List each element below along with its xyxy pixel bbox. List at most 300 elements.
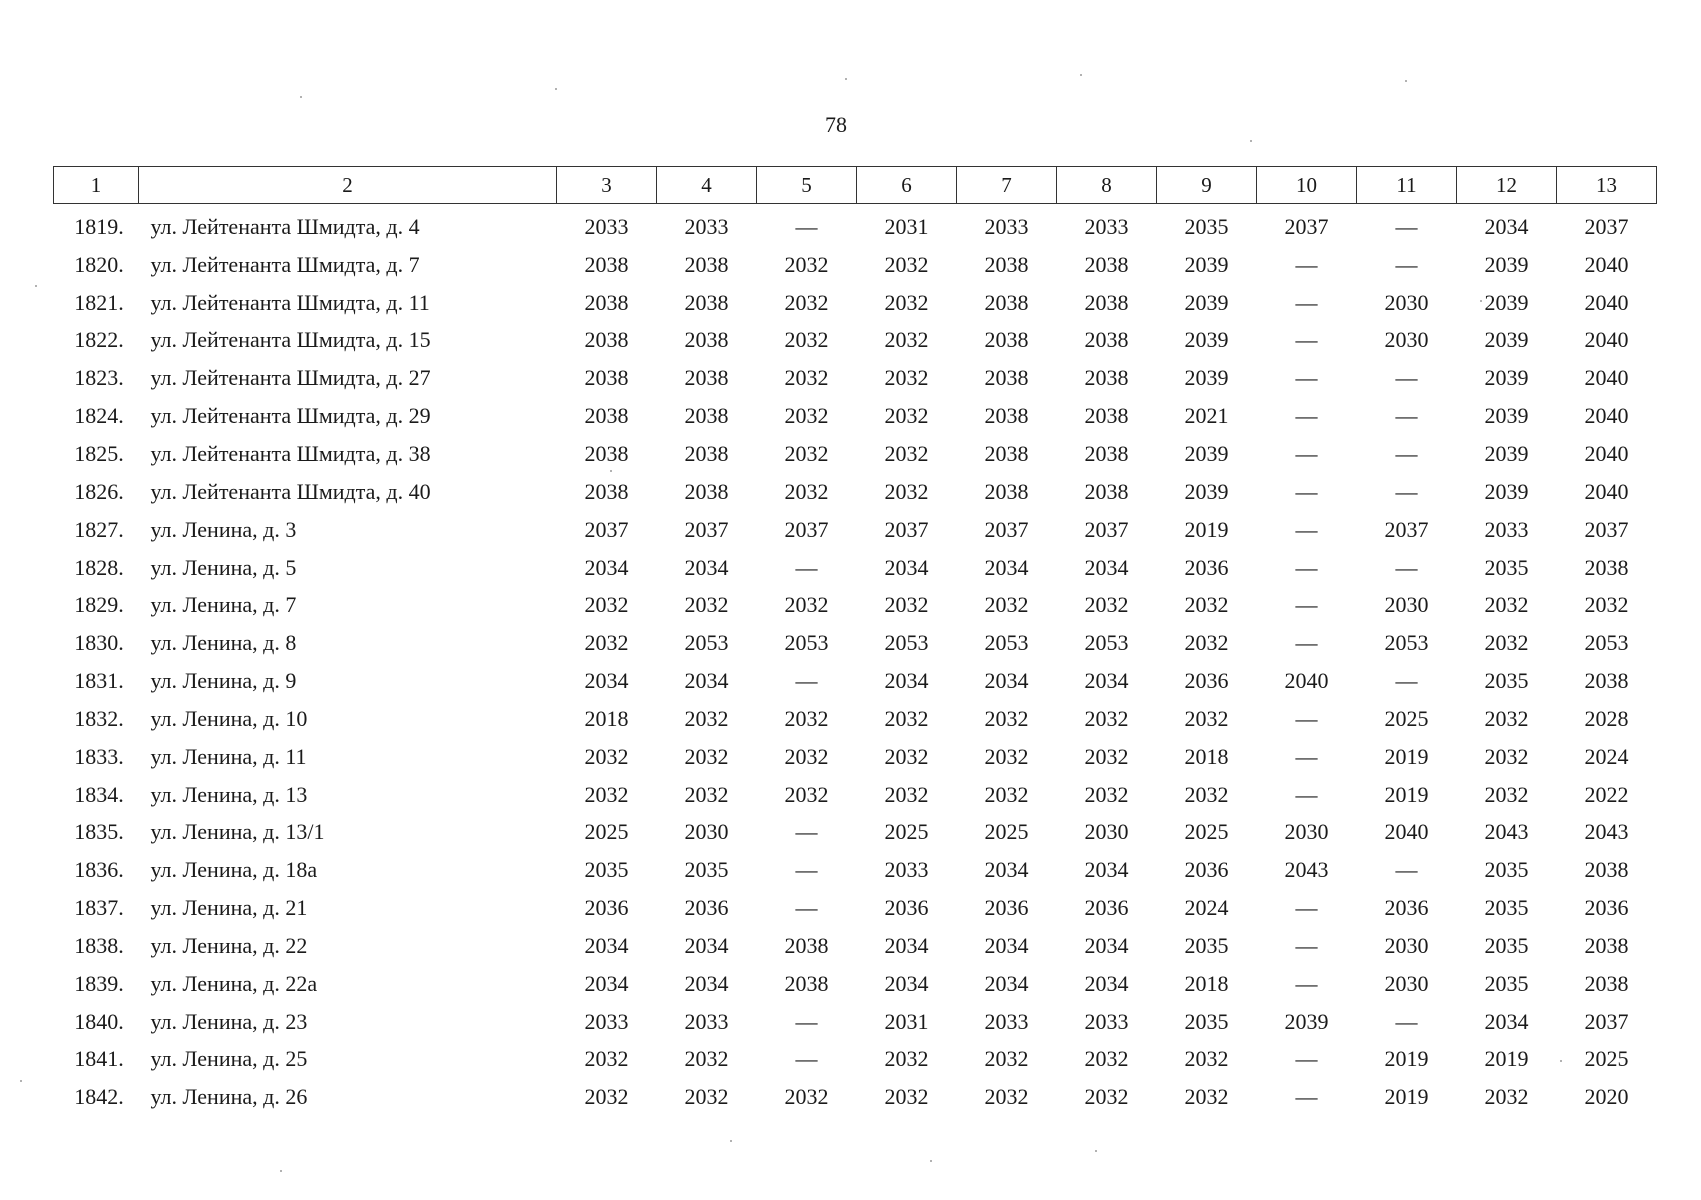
year-cell-col9: 2039	[1184, 478, 1229, 504]
address-cell: ул. Ленина, д. 9	[150, 668, 297, 694]
year-cell-col13: 2038	[1584, 932, 1629, 958]
year-cell-col4: 2034	[684, 970, 729, 996]
year-cell-col6: 2032	[884, 251, 929, 277]
year-cell-col12: 2032	[1484, 630, 1529, 656]
year-cell-col8: 2036	[1084, 895, 1129, 921]
year-cell-col11: 2040	[1384, 819, 1429, 845]
year-cell-col5: —	[795, 1008, 818, 1034]
year-cell-col5: —	[795, 819, 818, 845]
address-cell: ул. Ленина, д. 26	[150, 1084, 308, 1110]
year-cell-col12: 2039	[1484, 251, 1529, 277]
year-cell-col7: 2034	[984, 932, 1029, 958]
row-number: 1820.	[74, 251, 124, 277]
year-cell-col8: 2038	[1084, 440, 1129, 466]
year-cell-col9: 2039	[1184, 365, 1229, 391]
year-cell-col11: 2025	[1384, 705, 1429, 731]
year-cell-col9: 2039	[1184, 327, 1229, 353]
year-cell-col4: 2038	[684, 403, 729, 429]
year-cell-col12: 2039	[1484, 327, 1529, 353]
year-cell-col13: 2020	[1584, 1084, 1629, 1110]
address-cell: ул. Лейтенанта Шмидта, д. 7	[150, 251, 420, 277]
year-cell-col5: 2032	[784, 365, 829, 391]
year-cell-col10: —	[1295, 516, 1318, 542]
year-cell-col3: 2034	[584, 554, 629, 580]
year-cell-col7: 2033	[984, 213, 1029, 239]
year-cell-col10: —	[1295, 251, 1318, 277]
year-cell-col5: 2032	[784, 403, 829, 429]
year-cell-col5: 2032	[784, 289, 829, 315]
year-cell-col12: 2039	[1484, 403, 1529, 429]
year-cell-col5: 2032	[784, 478, 829, 504]
column-header-3: 3	[557, 167, 657, 204]
year-cell-col13: 2040	[1584, 403, 1629, 429]
year-cell-col5: 2032	[784, 1084, 829, 1110]
address-cell: ул. Ленина, д. 7	[150, 592, 297, 618]
year-cell-col10: —	[1295, 289, 1318, 315]
year-cell-col6: 2031	[884, 1008, 929, 1034]
column-header-7: 7	[957, 167, 1057, 204]
year-cell-col10: —	[1295, 327, 1318, 353]
table-row	[54, 435, 1657, 473]
year-cell-col3: 2032	[584, 743, 629, 769]
year-cell-col7: 2032	[984, 592, 1029, 618]
row-number: 1833.	[74, 743, 124, 769]
year-cell-col9: 2036	[1184, 668, 1229, 694]
year-cell-col6: 2053	[884, 630, 929, 656]
row-number: 1830.	[74, 630, 124, 656]
year-cell-col5: 2032	[784, 592, 829, 618]
year-cell-col12: 2032	[1484, 705, 1529, 731]
year-cell-col8: 2038	[1084, 478, 1129, 504]
year-cell-col13: 2053	[1584, 630, 1629, 656]
year-cell-col6: 2032	[884, 1046, 929, 1072]
year-cell-col12: 2035	[1484, 895, 1529, 921]
year-cell-col3: 2037	[584, 516, 629, 542]
speck	[1080, 74, 1082, 76]
year-cell-col7: 2034	[984, 668, 1029, 694]
year-cell-col9: 2021	[1184, 403, 1229, 429]
year-cell-col6: 2032	[884, 592, 929, 618]
year-cell-col3: 2018	[584, 705, 629, 731]
year-cell-col4: 2034	[684, 932, 729, 958]
year-cell-col8: 2032	[1084, 743, 1129, 769]
year-cell-col11: 2019	[1384, 1046, 1429, 1072]
table-row	[54, 851, 1657, 889]
year-cell-col7: 2038	[984, 289, 1029, 315]
year-cell-col12: 2019	[1484, 1046, 1529, 1072]
table-row	[54, 322, 1657, 360]
row-number: 1819.	[74, 213, 124, 239]
year-cell-col7: 2032	[984, 1084, 1029, 1110]
year-cell-col6: 2032	[884, 705, 929, 731]
year-cell-col4: 2030	[684, 819, 729, 845]
year-cell-col5: 2032	[784, 705, 829, 731]
year-cell-col13: 2040	[1584, 289, 1629, 315]
year-cell-col7: 2036	[984, 895, 1029, 921]
year-cell-col13: 2040	[1584, 327, 1629, 353]
year-cell-col12: 2039	[1484, 478, 1529, 504]
table-body	[54, 204, 1657, 1117]
year-cell-col3: 2032	[584, 592, 629, 618]
year-cell-col11: 2030	[1384, 932, 1429, 958]
year-cell-col6: 2025	[884, 819, 929, 845]
speck	[35, 285, 37, 287]
year-cell-col9: 2024	[1184, 895, 1229, 921]
table-row	[54, 586, 1657, 624]
year-cell-col4: 2036	[684, 895, 729, 921]
year-cell-col3: 2038	[584, 251, 629, 277]
year-cell-col11: 2036	[1384, 895, 1429, 921]
row-number: 1828.	[74, 554, 124, 580]
column-header-8: 8	[1057, 167, 1157, 204]
year-cell-col6: 2032	[884, 743, 929, 769]
row-number: 1827.	[74, 516, 124, 542]
speck	[20, 1080, 22, 1082]
year-cell-col13: 2038	[1584, 857, 1629, 883]
year-cell-col12: 2032	[1484, 592, 1529, 618]
table-row	[54, 738, 1657, 776]
row-number: 1825.	[74, 440, 124, 466]
year-cell-col11: 2053	[1384, 630, 1429, 656]
year-cell-col12: 2035	[1484, 668, 1529, 694]
year-cell-col11: —	[1395, 440, 1418, 466]
year-cell-col3: 2038	[584, 403, 629, 429]
year-cell-col9: 2035	[1184, 213, 1229, 239]
row-number: 1824.	[74, 403, 124, 429]
year-cell-col13: 2040	[1584, 251, 1629, 277]
year-cell-col12: 2032	[1484, 1084, 1529, 1110]
table-row	[54, 204, 1657, 246]
year-cell-col9: 2036	[1184, 554, 1229, 580]
speck	[1250, 140, 1252, 142]
year-cell-col6: 2032	[884, 289, 929, 315]
year-cell-col3: 2034	[584, 668, 629, 694]
year-cell-col7: 2037	[984, 516, 1029, 542]
year-cell-col6: 2036	[884, 895, 929, 921]
year-cell-col9: 2018	[1184, 743, 1229, 769]
year-cell-col3: 2025	[584, 819, 629, 845]
year-cell-col6: 2032	[884, 403, 929, 429]
speck	[1405, 80, 1407, 82]
year-cell-col10: —	[1295, 440, 1318, 466]
year-cell-col5: 2053	[784, 630, 829, 656]
year-cell-col6: 2034	[884, 668, 929, 694]
year-cell-col3: 2032	[584, 1084, 629, 1110]
row-number: 1838.	[74, 932, 124, 958]
year-cell-col12: 2035	[1484, 554, 1529, 580]
year-cell-col6: 2031	[884, 213, 929, 239]
year-cell-col12: 2035	[1484, 857, 1529, 883]
year-cell-col5: —	[795, 895, 818, 921]
table-row	[54, 624, 1657, 662]
year-cell-col3: 2038	[584, 289, 629, 315]
year-cell-col13: 2028	[1584, 705, 1629, 731]
year-cell-col11: —	[1395, 478, 1418, 504]
year-cell-col8: 2038	[1084, 327, 1129, 353]
year-cell-col8: 2053	[1084, 630, 1129, 656]
table-row	[54, 359, 1657, 397]
year-cell-col9: 2032	[1184, 1084, 1229, 1110]
page-number: 78	[825, 112, 847, 137]
year-cell-col12: 2043	[1484, 819, 1529, 845]
year-cell-col3: 2034	[584, 970, 629, 996]
schedule-table	[53, 166, 1657, 1116]
table-row	[54, 1003, 1657, 1041]
table-row	[54, 814, 1657, 852]
year-cell-col10: 2039	[1284, 1008, 1329, 1034]
row-number: 1842.	[74, 1084, 124, 1110]
row-number: 1821.	[74, 289, 124, 315]
year-cell-col12: 2032	[1484, 781, 1529, 807]
year-cell-col4: 2038	[684, 365, 729, 391]
year-cell-col11: —	[1395, 403, 1418, 429]
year-cell-col6: 2034	[884, 932, 929, 958]
year-cell-col9: 2032	[1184, 592, 1229, 618]
year-cell-col3: 2033	[584, 1008, 629, 1034]
year-cell-col7: 2032	[984, 1046, 1029, 1072]
year-cell-col13: 2036	[1584, 895, 1629, 921]
address-cell: ул. Лейтенанта Шмидта, д. 11	[150, 289, 430, 315]
year-cell-col8: 2032	[1084, 1046, 1129, 1072]
year-cell-col5: —	[795, 554, 818, 580]
address-cell: ул. Лейтенанта Шмидта, д. 4	[150, 213, 420, 239]
address-cell: ул. Ленина, д. 13/1	[150, 819, 325, 845]
year-cell-col7: 2032	[984, 781, 1029, 807]
row-number: 1839.	[74, 970, 124, 996]
year-cell-col4: 2032	[684, 743, 729, 769]
year-cell-col3: 2038	[584, 440, 629, 466]
year-cell-col8: 2038	[1084, 403, 1129, 429]
year-cell-col4: 2035	[684, 857, 729, 883]
year-cell-col8: 2034	[1084, 668, 1129, 694]
speck	[730, 1140, 732, 1142]
table-row	[54, 662, 1657, 700]
year-cell-col6: 2032	[884, 478, 929, 504]
table-row	[54, 397, 1657, 435]
year-cell-col12: 2034	[1484, 213, 1529, 239]
speck	[280, 1170, 282, 1172]
year-cell-col7: 2038	[984, 440, 1029, 466]
row-number: 1826.	[74, 478, 124, 504]
speck	[1480, 300, 1482, 302]
year-cell-col10: —	[1295, 705, 1318, 731]
year-cell-col11: 2019	[1384, 781, 1429, 807]
year-cell-col3: 2032	[584, 1046, 629, 1072]
year-cell-col9: 2035	[1184, 932, 1229, 958]
year-cell-col8: 2037	[1084, 516, 1129, 542]
year-cell-col10: —	[1295, 630, 1318, 656]
year-cell-col10: 2043	[1284, 857, 1329, 883]
year-cell-col10: —	[1295, 932, 1318, 958]
address-cell: ул. Ленина, д. 22а	[150, 970, 318, 996]
year-cell-col11: 2030	[1384, 327, 1429, 353]
year-cell-col7: 2032	[984, 743, 1029, 769]
year-cell-col9: 2032	[1184, 781, 1229, 807]
year-cell-col9: 2018	[1184, 970, 1229, 996]
year-cell-col6: 2034	[884, 970, 929, 996]
year-cell-col4: 2032	[684, 1046, 729, 1072]
year-cell-col11: 2030	[1384, 970, 1429, 996]
year-cell-col7: 2034	[984, 970, 1029, 996]
address-cell: ул. Лейтенанта Шмидта, д. 38	[150, 440, 431, 466]
year-cell-col4: 2038	[684, 478, 729, 504]
column-header-13: 13	[1557, 167, 1657, 204]
row-number: 1836.	[74, 857, 124, 883]
year-cell-col4: 2033	[684, 213, 729, 239]
speck	[300, 96, 302, 98]
year-cell-col11: —	[1395, 554, 1418, 580]
address-cell: ул. Ленина, д. 8	[150, 630, 297, 656]
column-header-2: 2	[139, 167, 557, 204]
year-cell-col4: 2034	[684, 554, 729, 580]
year-cell-col5: 2037	[784, 516, 829, 542]
table-row	[54, 284, 1657, 322]
year-cell-col12: 2034	[1484, 1008, 1529, 1034]
address-cell: ул. Ленина, д. 11	[150, 743, 307, 769]
year-cell-col5: —	[795, 1046, 818, 1072]
year-cell-col9: 2025	[1184, 819, 1229, 845]
year-cell-col13: 2040	[1584, 440, 1629, 466]
year-cell-col10: —	[1295, 1084, 1318, 1110]
year-cell-col4: 2053	[684, 630, 729, 656]
year-cell-col3: 2038	[584, 365, 629, 391]
year-cell-col7: 2025	[984, 819, 1029, 845]
year-cell-col13: 2043	[1584, 819, 1629, 845]
year-cell-col5: 2032	[784, 781, 829, 807]
speck	[610, 470, 612, 472]
year-cell-col10: —	[1295, 403, 1318, 429]
address-cell: ул. Ленина, д. 13	[150, 781, 308, 807]
year-cell-col6: 2032	[884, 365, 929, 391]
year-cell-col5: —	[795, 213, 818, 239]
address-cell: ул. Ленина, д. 3	[150, 516, 297, 542]
year-cell-col13: 2032	[1584, 592, 1629, 618]
address-cell: ул. Ленина, д. 10	[150, 705, 308, 731]
year-cell-col4: 2038	[684, 251, 729, 277]
table-row	[54, 1078, 1657, 1116]
year-cell-col11: 2030	[1384, 592, 1429, 618]
year-cell-col8: 2038	[1084, 251, 1129, 277]
year-cell-col7: 2053	[984, 630, 1029, 656]
row-number: 1832.	[74, 705, 124, 731]
year-cell-col12: 2032	[1484, 743, 1529, 769]
year-cell-col13: 2038	[1584, 668, 1629, 694]
year-cell-col12: 2039	[1484, 440, 1529, 466]
year-cell-col10: —	[1295, 970, 1318, 996]
year-cell-col5: 2032	[784, 743, 829, 769]
year-cell-col13: 2025	[1584, 1046, 1629, 1072]
year-cell-col10: —	[1295, 478, 1318, 504]
header-row	[54, 167, 1657, 204]
year-cell-col8: 2033	[1084, 1008, 1129, 1034]
year-cell-col13: 2040	[1584, 478, 1629, 504]
year-cell-col11: —	[1395, 668, 1418, 694]
year-cell-col13: 2037	[1584, 213, 1629, 239]
year-cell-col11: 2037	[1384, 516, 1429, 542]
year-cell-col8: 2032	[1084, 1084, 1129, 1110]
row-number: 1831.	[74, 668, 124, 694]
speck	[1560, 1060, 1562, 1062]
year-cell-col8: 2030	[1084, 819, 1129, 845]
year-cell-col12: 2039	[1484, 289, 1529, 315]
year-cell-col3: 2032	[584, 781, 629, 807]
year-cell-col9: 2032	[1184, 1046, 1229, 1072]
year-cell-col5: 2032	[784, 327, 829, 353]
year-cell-col5: 2032	[784, 440, 829, 466]
address-cell: ул. Ленина, д. 18а	[150, 857, 318, 883]
year-cell-col10: —	[1295, 554, 1318, 580]
speck	[555, 88, 557, 90]
year-cell-col11: 2019	[1384, 743, 1429, 769]
year-cell-col9: 2032	[1184, 705, 1229, 731]
year-cell-col4: 2032	[684, 705, 729, 731]
table-row	[54, 1041, 1657, 1079]
year-cell-col10: —	[1295, 781, 1318, 807]
year-cell-col11: —	[1395, 213, 1418, 239]
row-number: 1840.	[74, 1008, 124, 1034]
year-cell-col8: 2038	[1084, 289, 1129, 315]
year-cell-col7: 2038	[984, 478, 1029, 504]
column-header-11: 11	[1357, 167, 1457, 204]
speck	[1095, 1150, 1097, 1152]
year-cell-col3: 2038	[584, 327, 629, 353]
year-cell-col10: —	[1295, 895, 1318, 921]
year-cell-col7: 2034	[984, 554, 1029, 580]
year-cell-col6: 2032	[884, 327, 929, 353]
year-cell-col3: 2032	[584, 630, 629, 656]
row-number: 1841.	[74, 1046, 124, 1072]
year-cell-col11: —	[1395, 365, 1418, 391]
year-cell-col7: 2038	[984, 327, 1029, 353]
year-cell-col8: 2034	[1084, 970, 1129, 996]
year-cell-col3: 2035	[584, 857, 629, 883]
year-cell-col10: 2030	[1284, 819, 1329, 845]
year-cell-col8: 2038	[1084, 365, 1129, 391]
year-cell-col13: 2024	[1584, 743, 1629, 769]
year-cell-col6: 2032	[884, 781, 929, 807]
year-cell-col11: —	[1395, 857, 1418, 883]
year-cell-col6: 2034	[884, 554, 929, 580]
table-row	[54, 549, 1657, 587]
year-cell-col9: 2036	[1184, 857, 1229, 883]
year-cell-col10: —	[1295, 365, 1318, 391]
year-cell-col13: 2022	[1584, 781, 1629, 807]
year-cell-col4: 2038	[684, 289, 729, 315]
year-cell-col8: 2034	[1084, 554, 1129, 580]
year-cell-col8: 2032	[1084, 592, 1129, 618]
row-number: 1834.	[74, 781, 124, 807]
table-row	[54, 965, 1657, 1003]
year-cell-col11: 2019	[1384, 1084, 1429, 1110]
year-cell-col9: 2032	[1184, 630, 1229, 656]
address-cell: ул. Ленина, д. 25	[150, 1046, 308, 1072]
address-cell: ул. Ленина, д. 22	[150, 932, 308, 958]
year-cell-col4: 2037	[684, 516, 729, 542]
column-header-12: 12	[1457, 167, 1557, 204]
address-cell: ул. Лейтенанта Шмидта, д. 29	[150, 403, 431, 429]
column-header-9: 9	[1157, 167, 1257, 204]
column-header-6: 6	[857, 167, 957, 204]
column-header-5: 5	[757, 167, 857, 204]
year-cell-col6: 2032	[884, 1084, 929, 1110]
year-cell-col3: 2034	[584, 932, 629, 958]
year-cell-col7: 2034	[984, 857, 1029, 883]
year-cell-col10: 2037	[1284, 213, 1329, 239]
year-cell-col9: 2039	[1184, 289, 1229, 315]
table-row	[54, 776, 1657, 814]
year-cell-col6: 2032	[884, 440, 929, 466]
column-header-4: 4	[657, 167, 757, 204]
